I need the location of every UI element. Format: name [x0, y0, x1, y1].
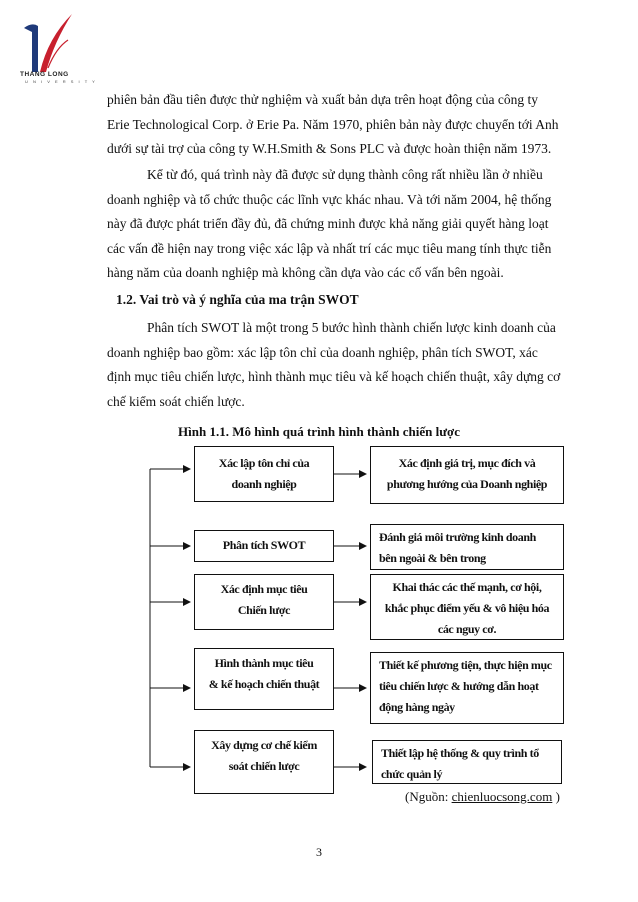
section-heading: 1.2. Vai trò và ý nghĩa của ma trận SWOT	[116, 292, 359, 307]
box-text: Thiết kế phương tiện, thực hiện mục	[379, 658, 552, 672]
logo-name: THANG LONG	[20, 71, 69, 78]
box-text: Xác định mục tiêu	[220, 582, 308, 596]
text-line: chế kiểm soát chiến lược.	[107, 393, 245, 409]
box-text: chức quản lý	[381, 767, 443, 781]
box-left-5	[194, 730, 334, 794]
figure-source	[405, 789, 560, 805]
box-text: Xây dựng cơ chế kiểm	[211, 738, 317, 752]
box-text: Khai thác các thế mạnh, cơ hội,	[392, 580, 542, 594]
box-text: Đánh giá môi trường kinh doanh	[379, 530, 536, 544]
text-line: Kể từ đó, quá trình này đã được sử dụng thành công rất nhiều lần ở nhiều	[147, 167, 543, 182]
box-left-2	[194, 530, 334, 562]
source-suffix: )	[552, 789, 560, 804]
text-line: hàng năm của doanh nghiệp mà không cần dựa vào các cố vấn bên ngoài.	[107, 265, 504, 280]
text-line: này đã được phát triển đầy đủ, đã chứng minh được khả năng giải quyết hàng loạt	[107, 216, 549, 231]
box-right-4	[370, 652, 564, 724]
box-text: Chiến lược	[237, 603, 291, 617]
box-text: Phân tích SWOT	[222, 538, 306, 552]
box-right-1	[370, 446, 564, 504]
box-left-3	[194, 574, 334, 630]
box-left-4	[194, 648, 334, 710]
box-text: soát chiến lược	[228, 759, 300, 773]
box-text: khắc phục điểm yếu & vô hiệu hóa	[384, 601, 550, 615]
page-number: 3	[316, 845, 322, 859]
logo-subtitle: U N I V E R S I T Y	[25, 79, 97, 84]
box-right-5	[372, 740, 562, 784]
box-text: động hàng ngày	[379, 700, 455, 714]
box-text: Xác định giá trị, mục đích và	[398, 456, 536, 470]
text-line: Erie Technological Corp. ở Erie Pa. Năm 1970, phiên bản này được chuyển tới Anh	[107, 116, 559, 132]
box-text: tiêu chiến lược & hướng dẫn hoạt	[379, 679, 539, 693]
source-link[interactable]: chienluocsong.com	[451, 789, 553, 804]
box-text: Thiết lập hệ thống & quy trình tổ	[381, 746, 539, 760]
text-line: định mục tiêu chiến lược, hình thành mục tiêu và kế hoạch chiến thuật, xây dựng cơ	[107, 369, 561, 384]
text-line: Phân tích SWOT là một trong 5 bước hình thành chiến lược kinh doanh của	[147, 320, 556, 335]
box-left-1	[194, 446, 334, 502]
text-line: doanh nghiệp bao gồm: xác lập tôn chỉ của doanh nghiệp, phân tích SWOT, xác	[107, 344, 538, 360]
box-text: Xác lập tôn chỉ của	[218, 456, 310, 470]
text-line: các vấn đề hiện nay trong việc xác lập và nhất trí các mục tiêu mang tính thực tiễn	[107, 240, 552, 256]
box-text: bên ngoài & bên trong	[379, 551, 486, 565]
figure-title: Hình 1.1. Mô hình quá trình hình thành chiến lược	[178, 424, 460, 439]
box-text: phương hướng của Doanh nghiệp	[386, 477, 548, 491]
box-right-2	[370, 524, 564, 570]
box-right-3	[370, 574, 564, 640]
text-line: doanh nghiệp và tổ chức thuộc các lĩnh vực khác nhau. Và tới năm 2004, hệ thống	[107, 191, 552, 207]
box-text: doanh nghiệp	[231, 477, 297, 491]
source-prefix: (Nguồn:	[405, 789, 452, 804]
box-text: & kế hoạch chiến thuật	[208, 677, 320, 691]
text-line: dưới sự tài trợ của công ty W.H.Smith & Sons PLC và được hoàn thiện năm 1973.	[107, 141, 552, 156]
box-text: Hình thành mục tiêu	[214, 656, 314, 670]
box-text: các nguy cơ.	[437, 622, 497, 636]
text-line: phiên bản đầu tiên được thử nghiệm và xuất bản dựa trên hoạt động của công ty	[107, 92, 538, 107]
